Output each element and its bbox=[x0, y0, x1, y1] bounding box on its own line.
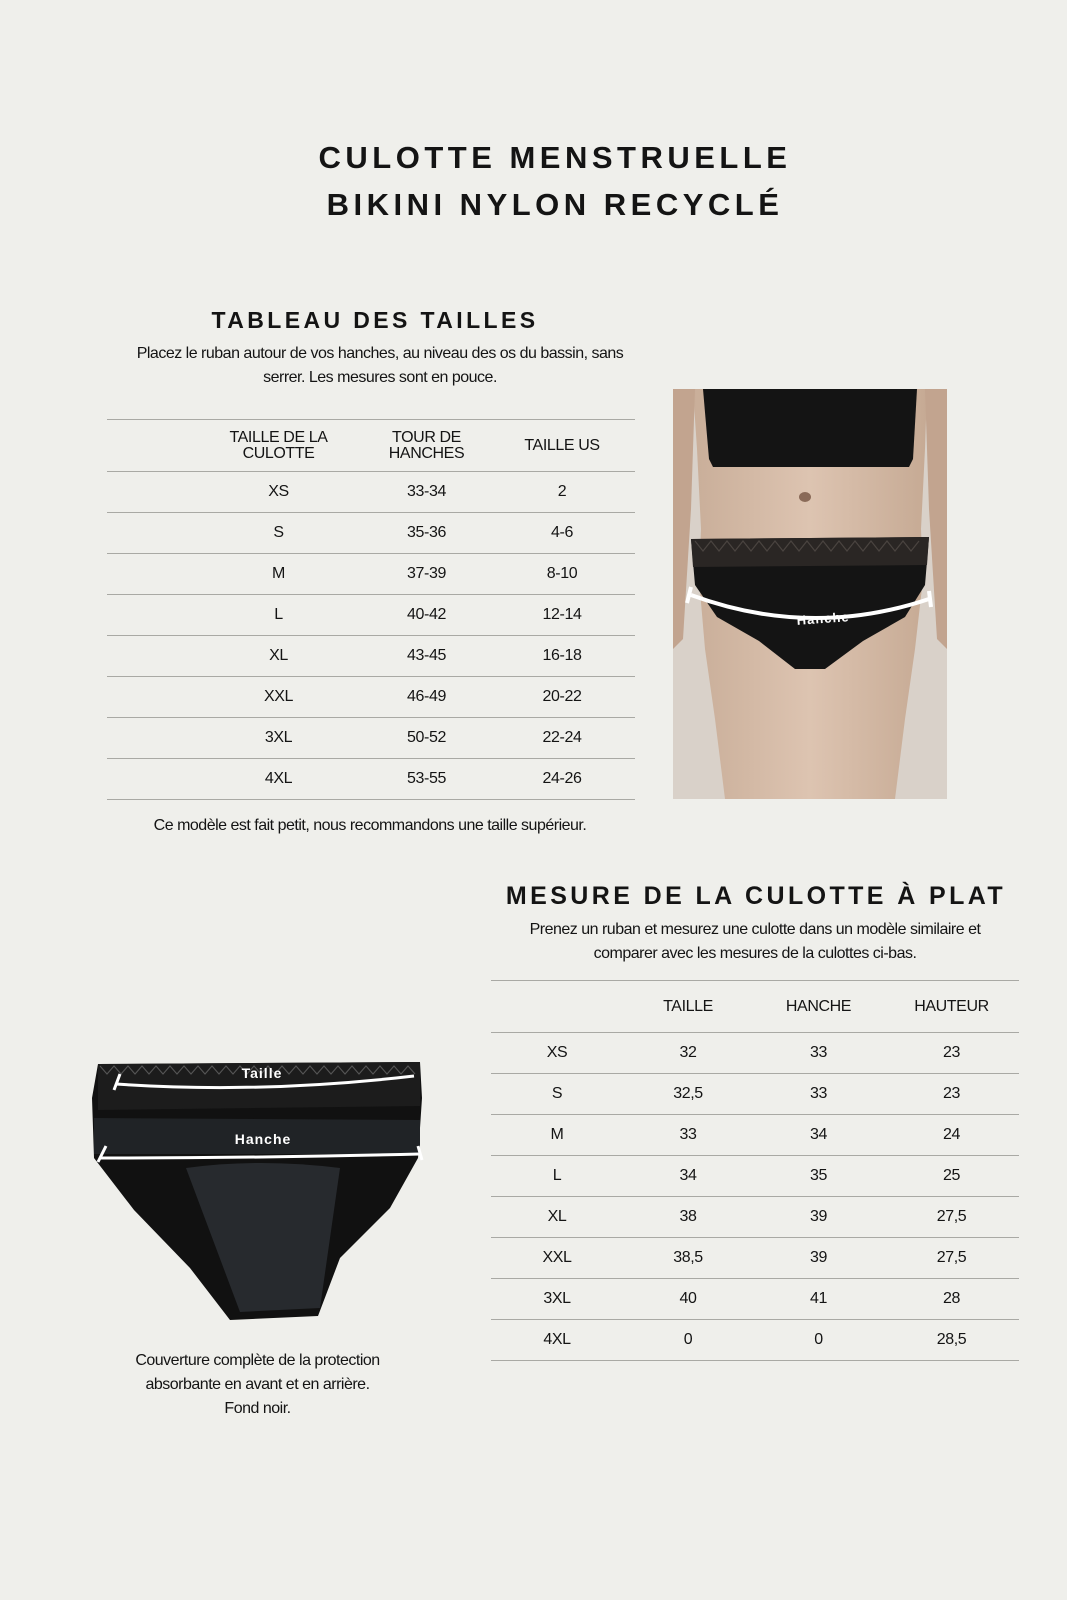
flat-table-intro bbox=[490, 918, 1020, 966]
table-row bbox=[107, 595, 635, 636]
column-header bbox=[491, 981, 623, 1033]
value-cell: 24 bbox=[884, 1115, 1019, 1156]
size-label-cell: 4XL bbox=[107, 759, 364, 800]
column-header: TOUR DE HANCHES bbox=[364, 420, 489, 472]
hip-label: Hanche bbox=[796, 609, 851, 628]
size-label-cell: XXL bbox=[107, 677, 364, 718]
table-row bbox=[491, 1074, 1019, 1115]
size-label-cell: M bbox=[107, 554, 364, 595]
value-cell: 39 bbox=[753, 1197, 884, 1238]
value-cell: 8-10 bbox=[489, 554, 635, 595]
value-cell: 46-49 bbox=[364, 677, 489, 718]
value-cell: 33 bbox=[623, 1115, 753, 1156]
table-row bbox=[107, 636, 635, 677]
size-label-cell: S bbox=[107, 513, 364, 554]
table-row bbox=[491, 1279, 1019, 1320]
value-cell: 2 bbox=[489, 472, 635, 513]
hip-label-product: Hanche bbox=[234, 1131, 292, 1147]
model-photo bbox=[673, 389, 947, 799]
size-label-cell: XS bbox=[491, 1033, 623, 1074]
table-row bbox=[107, 759, 635, 800]
value-cell: 27,5 bbox=[884, 1238, 1019, 1279]
value-cell: 16-18 bbox=[489, 636, 635, 677]
value-cell: 39 bbox=[753, 1238, 884, 1279]
size-label-cell: 4XL bbox=[491, 1320, 623, 1361]
value-cell: 38 bbox=[623, 1197, 753, 1238]
size-intro-line-1: Placez le ruban autour de vos hanches, au niveau des os du bassin, sans bbox=[136, 345, 624, 362]
value-cell: 34 bbox=[753, 1115, 884, 1156]
table-row bbox=[491, 1197, 1019, 1238]
size-label-cell: 3XL bbox=[491, 1279, 623, 1320]
value-cell: 33 bbox=[753, 1033, 884, 1074]
size-label-cell: S bbox=[491, 1074, 623, 1115]
value-cell: 37-39 bbox=[364, 554, 489, 595]
column-header: HANCHE bbox=[753, 981, 884, 1033]
flat-table-title: MESURE DE LA CULOTTE À PLAT bbox=[505, 882, 1007, 910]
value-cell: 27,5 bbox=[884, 1197, 1019, 1238]
column-header: TAILLE US bbox=[489, 420, 635, 472]
value-cell: 50-52 bbox=[364, 718, 489, 759]
value-cell: 20-22 bbox=[489, 677, 635, 718]
flat-intro-line-2: comparer avec les mesures de la culottes ci-bas. bbox=[593, 945, 917, 962]
value-cell: 35 bbox=[753, 1156, 884, 1197]
value-cell: 40 bbox=[623, 1279, 753, 1320]
value-cell: 25 bbox=[884, 1156, 1019, 1197]
value-cell: 23 bbox=[884, 1074, 1019, 1115]
value-cell: 33-34 bbox=[364, 472, 489, 513]
value-cell: 32,5 bbox=[623, 1074, 753, 1115]
column-header: TAILLE bbox=[623, 981, 753, 1033]
product-photo bbox=[90, 1058, 426, 1320]
column-header: TAILLE DE LA CULOTTE bbox=[107, 420, 364, 472]
size-label-cell: XL bbox=[491, 1197, 623, 1238]
caption-line-2: absorbante en avant et en arrière. bbox=[145, 1376, 370, 1393]
table-row bbox=[107, 554, 635, 595]
value-cell: 33 bbox=[753, 1074, 884, 1115]
size-label-cell: L bbox=[107, 595, 364, 636]
value-cell: 35-36 bbox=[364, 513, 489, 554]
value-cell: 23 bbox=[884, 1033, 1019, 1074]
size-label-cell: L bbox=[491, 1156, 623, 1197]
value-cell: 0 bbox=[623, 1320, 753, 1361]
column-header: HAUTEUR bbox=[884, 981, 1019, 1033]
table-row bbox=[107, 472, 635, 513]
value-cell: 40-42 bbox=[364, 595, 489, 636]
table-row bbox=[491, 1033, 1019, 1074]
value-cell: 28 bbox=[884, 1279, 1019, 1320]
size-label-cell: XL bbox=[107, 636, 364, 677]
value-cell: 32 bbox=[623, 1033, 753, 1074]
size-label-cell: XS bbox=[107, 472, 364, 513]
value-cell: 38,5 bbox=[623, 1238, 753, 1279]
size-table-title: TABLEAU DES TAILLES bbox=[211, 307, 539, 333]
flat-table bbox=[491, 980, 1019, 1361]
value-cell: 4-6 bbox=[489, 513, 635, 554]
table-row bbox=[491, 1320, 1019, 1361]
size-label-cell: 3XL bbox=[107, 718, 364, 759]
value-cell: 34 bbox=[623, 1156, 753, 1197]
page-title bbox=[0, 134, 1067, 228]
waist-label: Taille bbox=[241, 1065, 283, 1081]
value-cell: 12-14 bbox=[489, 595, 635, 636]
value-cell: 53-55 bbox=[364, 759, 489, 800]
size-note: Ce modèle est fait petit, nous recommandons une taille supérieur. bbox=[153, 817, 587, 834]
size-intro-line-2: serrer. Les mesures sont en pouce. bbox=[263, 369, 497, 386]
table-row bbox=[491, 1156, 1019, 1197]
table-row bbox=[491, 1115, 1019, 1156]
title-line-2: BIKINI NYLON RECYCLÉ bbox=[326, 187, 784, 222]
size-label-cell: XXL bbox=[491, 1238, 623, 1279]
table-row bbox=[107, 513, 635, 554]
value-cell: 0 bbox=[753, 1320, 884, 1361]
value-cell: 22-24 bbox=[489, 718, 635, 759]
title-line-1: CULOTTE MENSTRUELLE bbox=[318, 140, 792, 175]
value-cell: 41 bbox=[753, 1279, 884, 1320]
table-row bbox=[491, 1238, 1019, 1279]
caption-line-1: Couverture complète de la protection bbox=[135, 1352, 380, 1369]
value-cell: 43-45 bbox=[364, 636, 489, 677]
size-table-intro bbox=[100, 342, 660, 390]
value-cell: 28,5 bbox=[884, 1320, 1019, 1361]
product-caption bbox=[80, 1349, 435, 1421]
value-cell: 24-26 bbox=[489, 759, 635, 800]
flat-intro-line-1: Prenez un ruban et mesurez une culotte dans un modèle similaire et bbox=[529, 921, 981, 938]
caption-line-3: Fond noir. bbox=[224, 1400, 291, 1417]
size-label-cell: M bbox=[491, 1115, 623, 1156]
size-table bbox=[107, 419, 635, 800]
table-row bbox=[107, 677, 635, 718]
table-row bbox=[107, 718, 635, 759]
